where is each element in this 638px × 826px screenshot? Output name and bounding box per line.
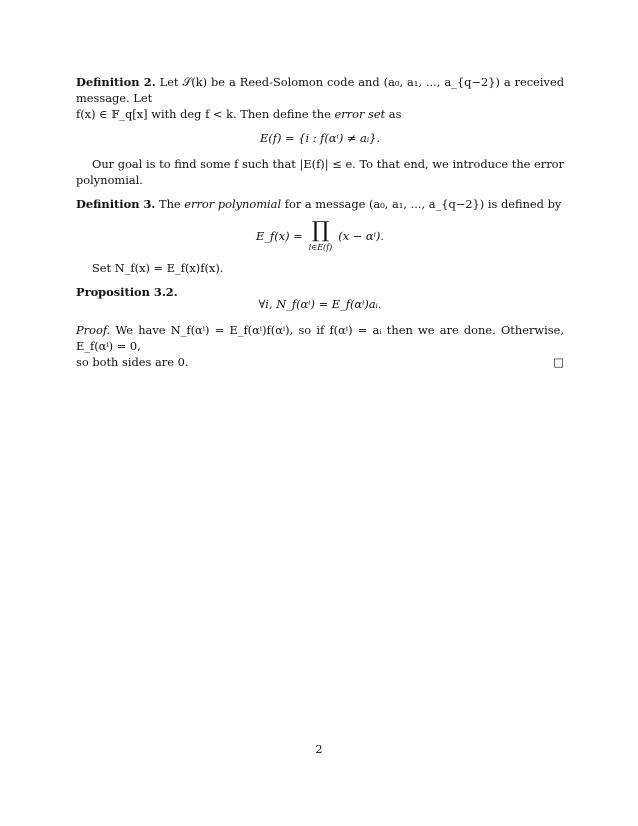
definition-3-heading: Definition 3. xyxy=(76,197,156,211)
product-symbol: ∏ xyxy=(311,218,330,243)
definition-2 xyxy=(76,74,564,122)
definition-2-heading: Definition 2. xyxy=(76,75,156,89)
product-subscript: i∈E(f) xyxy=(308,243,333,252)
page-number: 2 xyxy=(315,742,323,756)
proof-line1: We have N_f(αⁱ) = E_f(αⁱ)f(αⁱ), so if f(αⁱ) = aᵢ then we are done. Otherwise, E_f(αⁱ) = 0, xyxy=(76,323,564,353)
definition-3 xyxy=(76,196,564,212)
proof xyxy=(76,322,564,370)
qed-box: □ xyxy=(553,355,564,369)
definition-3-text-before: The xyxy=(158,197,185,211)
definition-2-text-line1: Let 𝒮(k) be a Reed-Solomon code and (a₀, a₁, ..., a_{q−2}) a received message. Let xyxy=(76,75,564,105)
error-polynomial-rhs: (x − αⁱ). xyxy=(338,229,384,243)
page-body xyxy=(76,74,564,378)
error-polynomial-equation xyxy=(76,220,564,252)
proposition-equation: ∀i, N_f(αⁱ) = E_f(αⁱ)aᵢ. xyxy=(258,297,382,311)
product-operator xyxy=(309,220,333,252)
error-set-equation: E(f) = {i : f(αⁱ) ≠ aᵢ}. xyxy=(260,131,380,145)
proof-label: Proof. xyxy=(76,323,111,337)
definition-3-term: error polynomial xyxy=(184,197,282,211)
goal-paragraph: Our goal is to find some f such that |E(f)| ≤ e. To that end, we introduce the error polynomial. xyxy=(76,157,564,187)
definition-2-term: error set xyxy=(334,107,386,121)
proof-line2: so both sides are 0. xyxy=(76,355,189,369)
set-line: Set N_f(x) = E_f(x)f(x). xyxy=(92,261,224,275)
definition-3-text-after: for a message (a₀, a₁, ..., a_{q−2}) is defined by xyxy=(281,197,562,211)
definition-2-text-line2: f(x) ∈ 𝔽_q[x] with deg f < k. Then define the xyxy=(76,107,335,121)
error-polynomial-lhs: E_f(x) = xyxy=(256,229,303,243)
proposition-heading: Proposition 3.2. xyxy=(76,285,178,299)
definition-2-text-after: as xyxy=(385,107,402,121)
